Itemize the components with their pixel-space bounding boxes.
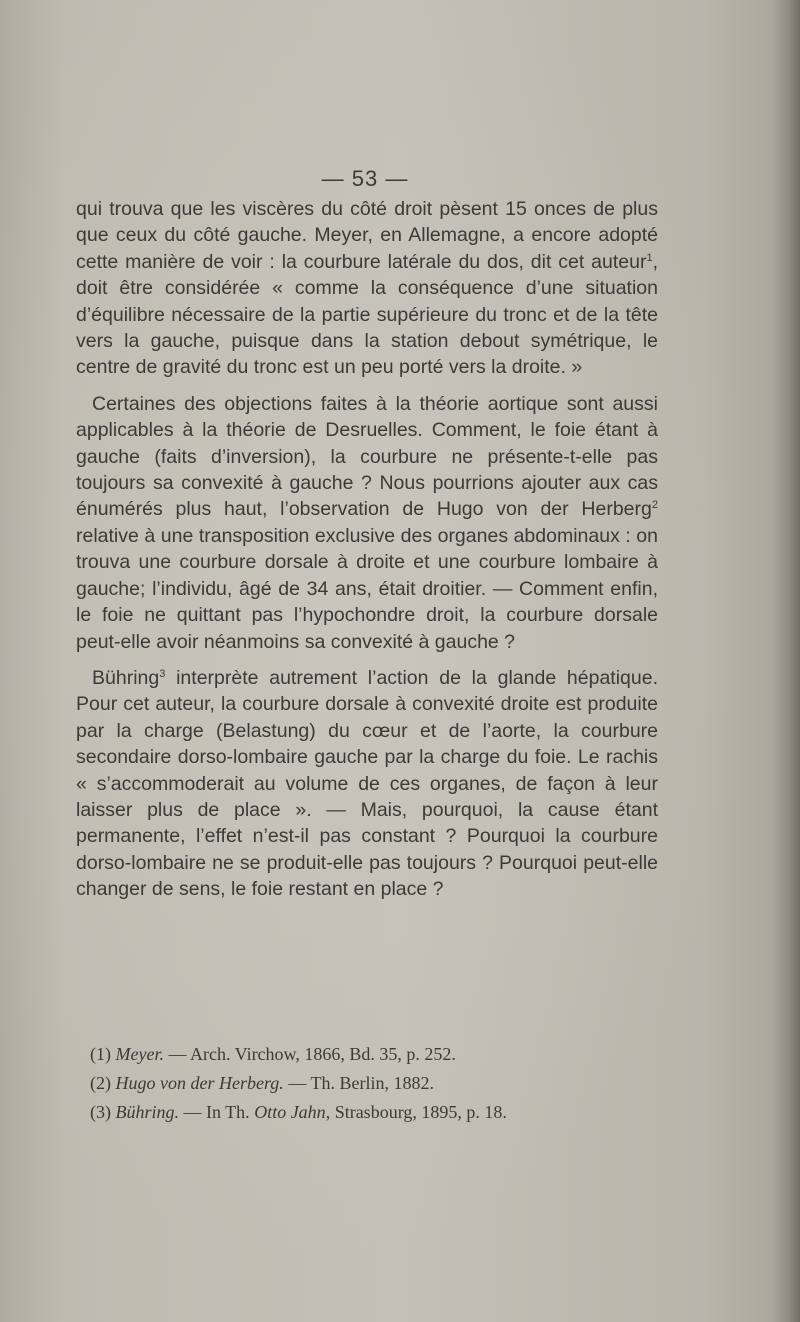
text-segment: qui trouva que les viscères du côté droit pèsent 15 onces de plus que ceux du côté gauche. Meyer, en Allemagne, a encore adopté cette manière de voir : la courbure latérale du dos, dit cet auteur [76, 198, 658, 273]
paragraph-1 [76, 196, 658, 381]
footnote-number: (2) [90, 1073, 111, 1093]
footnote-ref: 2 [651, 499, 658, 512]
footnote-text: , Strasbourg, 1895, p. 18. [325, 1102, 507, 1122]
footnote-2 [90, 1069, 650, 1098]
footnote-author: Bühring. [115, 1102, 180, 1122]
page-edge-shadow [772, 0, 800, 1322]
body-text [76, 196, 658, 903]
footnote-number: (3) [90, 1102, 111, 1122]
text-segment: , doit être considérée « comme la conséquence d’une situation d’équilibre nécessaire de la partie supérieure du tronc et de la tête vers la gauche, puisque dans la station debout symétrique, le centre de gravité du tronc est un peu porté vers la droite. » [76, 250, 658, 379]
footnote-text: — Th. Berlin, 1882. [283, 1073, 434, 1093]
text-segment: interprète autrement l’action de la glande hépatique. Pour cet auteur, la courbure dorsale à convexité droite est produite par la charge (Belastung) du cœur et de l’aorte, la courbure secondaire dorso-lombaire gauche par la charge du foie. Le rachis « s’accommoderait au volume de ces organes, de façon à leur laisser plus de place ». — Mais, pourquoi, la cause étant permanente, l’effet n’est-il pas constant ? Pourquoi la courbure dorso-lombaire ne se produit-elle pas toujours ? Pourquoi peut-elle changer de sens, le foie restant en place ? [76, 666, 658, 901]
footnotes [90, 1040, 650, 1127]
footnote-number: (1) [90, 1044, 111, 1064]
footnote-author: Hugo von der Herberg. [115, 1073, 284, 1093]
page-number: — 53 — [321, 166, 409, 191]
paragraph-3 [76, 665, 658, 903]
footnote-text: — In Th. [179, 1102, 255, 1122]
footnote-ref: 1 [646, 251, 653, 264]
footnote-3 [90, 1098, 650, 1127]
text-segment: Certaines des objections faites à la théorie aortique sont aussi applicables à la théorie de Desruelles. Comment, le foie étant à gauche (faits d’inversion), la courbure ne présente-t-elle pas toujours sa convexité à gauche ? Nous pourrions ajouter aux cas énumérés plus haut, l’observation de Hugo von der Herberg [76, 392, 658, 521]
paragraph-2 [76, 391, 658, 655]
text-segment: Bühring [92, 666, 160, 689]
footnote-author: Meyer. [115, 1044, 164, 1064]
footnote-1 [90, 1040, 650, 1069]
footnote-text: — Arch. Virchow, 1866, Bd. 35, p. 252. [163, 1044, 456, 1064]
text-segment: relative à une transposition exclusive des organes abdominaux : on trouva une courbure dorsale à droite et une courbure lombaire à gauche; l’individu, âgé de 34 ans, était droitier. — Comment enfin, le foie ne quittant pas l’hypochondre droit, la courbure dorsale peut-elle avoir néanmoins sa convexité à gauche ? [76, 524, 658, 653]
footnote-name: Otto Jahn [254, 1102, 326, 1122]
footnote-ref: 3 [159, 667, 166, 680]
